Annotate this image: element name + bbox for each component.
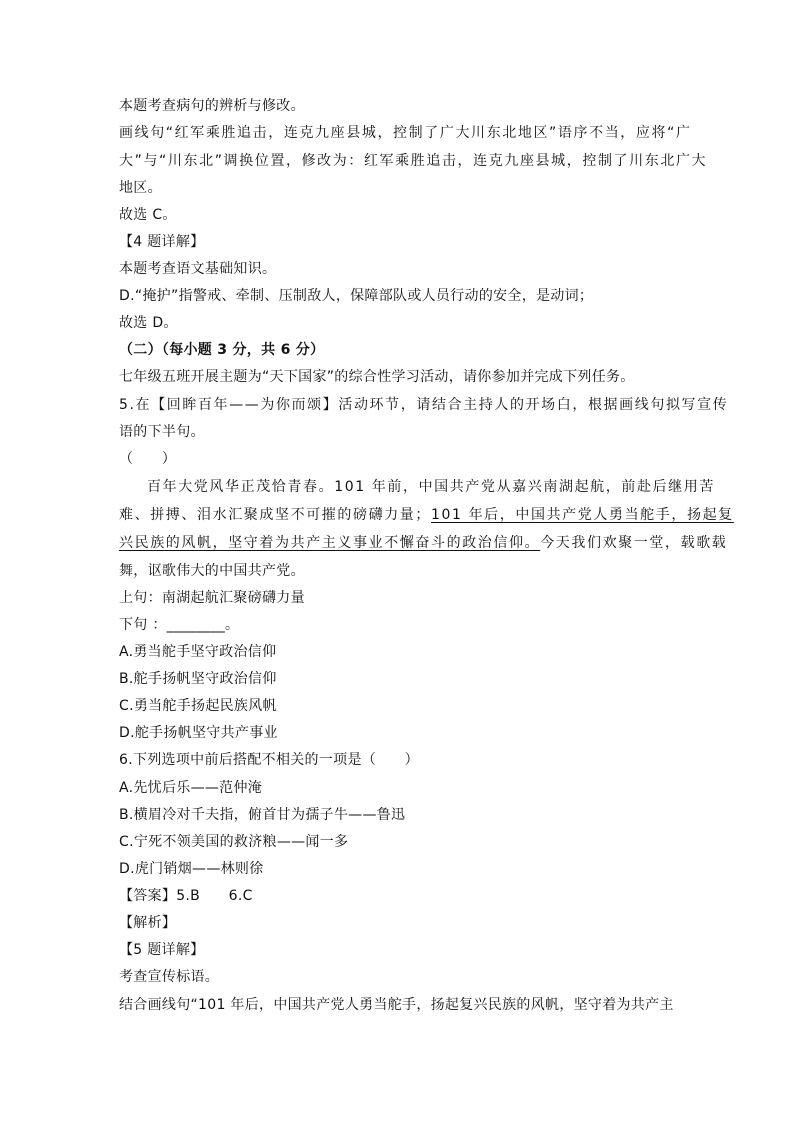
analysis-intro-line: 本题考查病句的辨析与修改。 [119, 98, 305, 114]
analysis-intro-line: 本题考查语文基础知识。 [119, 261, 277, 277]
analysis-text-line: D.“掩护”指警戒、牵制、压制敌人，保障部队或人员行动的安全，是动词； [119, 288, 594, 304]
analysis-text-line: 大”与“川东北”调换位置，修改为：红军乘胜追击，连克九座县城，控制了川东北广大 [119, 153, 708, 169]
question-6-stem: 6.下列选项中前后搭配不相关的一项是（ ） [119, 752, 419, 768]
underlined-sentence: 兴民族的风帆，坚守着为共产主义事业不懈奋斗的政治信仰。 [119, 535, 541, 551]
answer-blank: （ ） [119, 451, 177, 467]
analysis-text-line: 结合画线句“101 年后，中国共产党人勇当舵手，扬起复兴民族的风帆，坚守着为共产主 [119, 997, 674, 1013]
passage-line: 舞，讴歌伟大的中国共产党。 [119, 563, 305, 579]
answer-line: 【答案】5.B 6.C [119, 888, 253, 904]
option-d: D.虎门销烟——林则徐 [119, 861, 264, 877]
option-b: B.舵手扬帆坚守政治信仰 [119, 671, 277, 687]
answer-choice-line: 故选 D。 [119, 315, 178, 331]
lower-couplet-blank: 下句 ：________。 [119, 617, 240, 633]
underlined-sentence: 101 年后，中国共产党人勇当舵手，扬起复 [431, 507, 734, 523]
option-a: A.先忧后乐——范仲淹 [119, 780, 263, 796]
analysis-intro-line: 考查宣传标语。 [119, 969, 220, 985]
answer-choice-line: 故选 C。 [119, 207, 177, 223]
question-5-stem: 语的下半句。 [119, 424, 205, 440]
option-d: D.舵手扬帆坚守共产事业 [119, 725, 278, 741]
option-a: A.勇当舵手坚守政治信仰 [119, 644, 277, 660]
section-heading: 【5 题详解】 [119, 942, 205, 958]
option-c: C.勇当舵手扬起民族风帆 [119, 698, 277, 714]
analysis-text-line: 地区。 [119, 180, 162, 196]
question-5-stem: 5.在【回眸百年——为你而颂】活动环节，请结合主持人的开场白，根据画线句拟写宣传 [119, 397, 729, 413]
passage-line: 百年大党风华正茂恰青春。101 年前，中国共产党从嘉兴南湖起航，前赴后继用苦 [147, 479, 715, 495]
section-heading: 【4 题详解】 [119, 234, 205, 250]
passage-line [119, 534, 727, 552]
part-heading: （二）（每小题 3 分，共 6 分） [119, 342, 325, 358]
analysis-heading: 【解析】 [119, 915, 177, 931]
task-intro-line: 七年级五班开展主题为“天下国家”的综合性学习活动，请你参加并完成下列任务。 [119, 369, 635, 385]
passage-text: 难、拼搏、泪水汇聚成坚不可摧的磅礴力量； [119, 507, 431, 523]
passage-text: 今天我们欢聚一堂，载歌载 [540, 535, 728, 551]
option-b: B.横眉冷对千夫指，俯首甘为孺子牛——鲁迅 [119, 807, 406, 823]
upper-couplet: 上句：南湖起航汇聚磅礴力量 [119, 590, 305, 606]
passage-line [119, 506, 734, 524]
option-c: C.宁死不领美国的救济粮——闻一多 [119, 834, 349, 850]
analysis-text-line: 画线句“红军乘胜追击，连克九座县城，控制了广大川东北地区”语序不当，应将“广 [119, 125, 692, 141]
